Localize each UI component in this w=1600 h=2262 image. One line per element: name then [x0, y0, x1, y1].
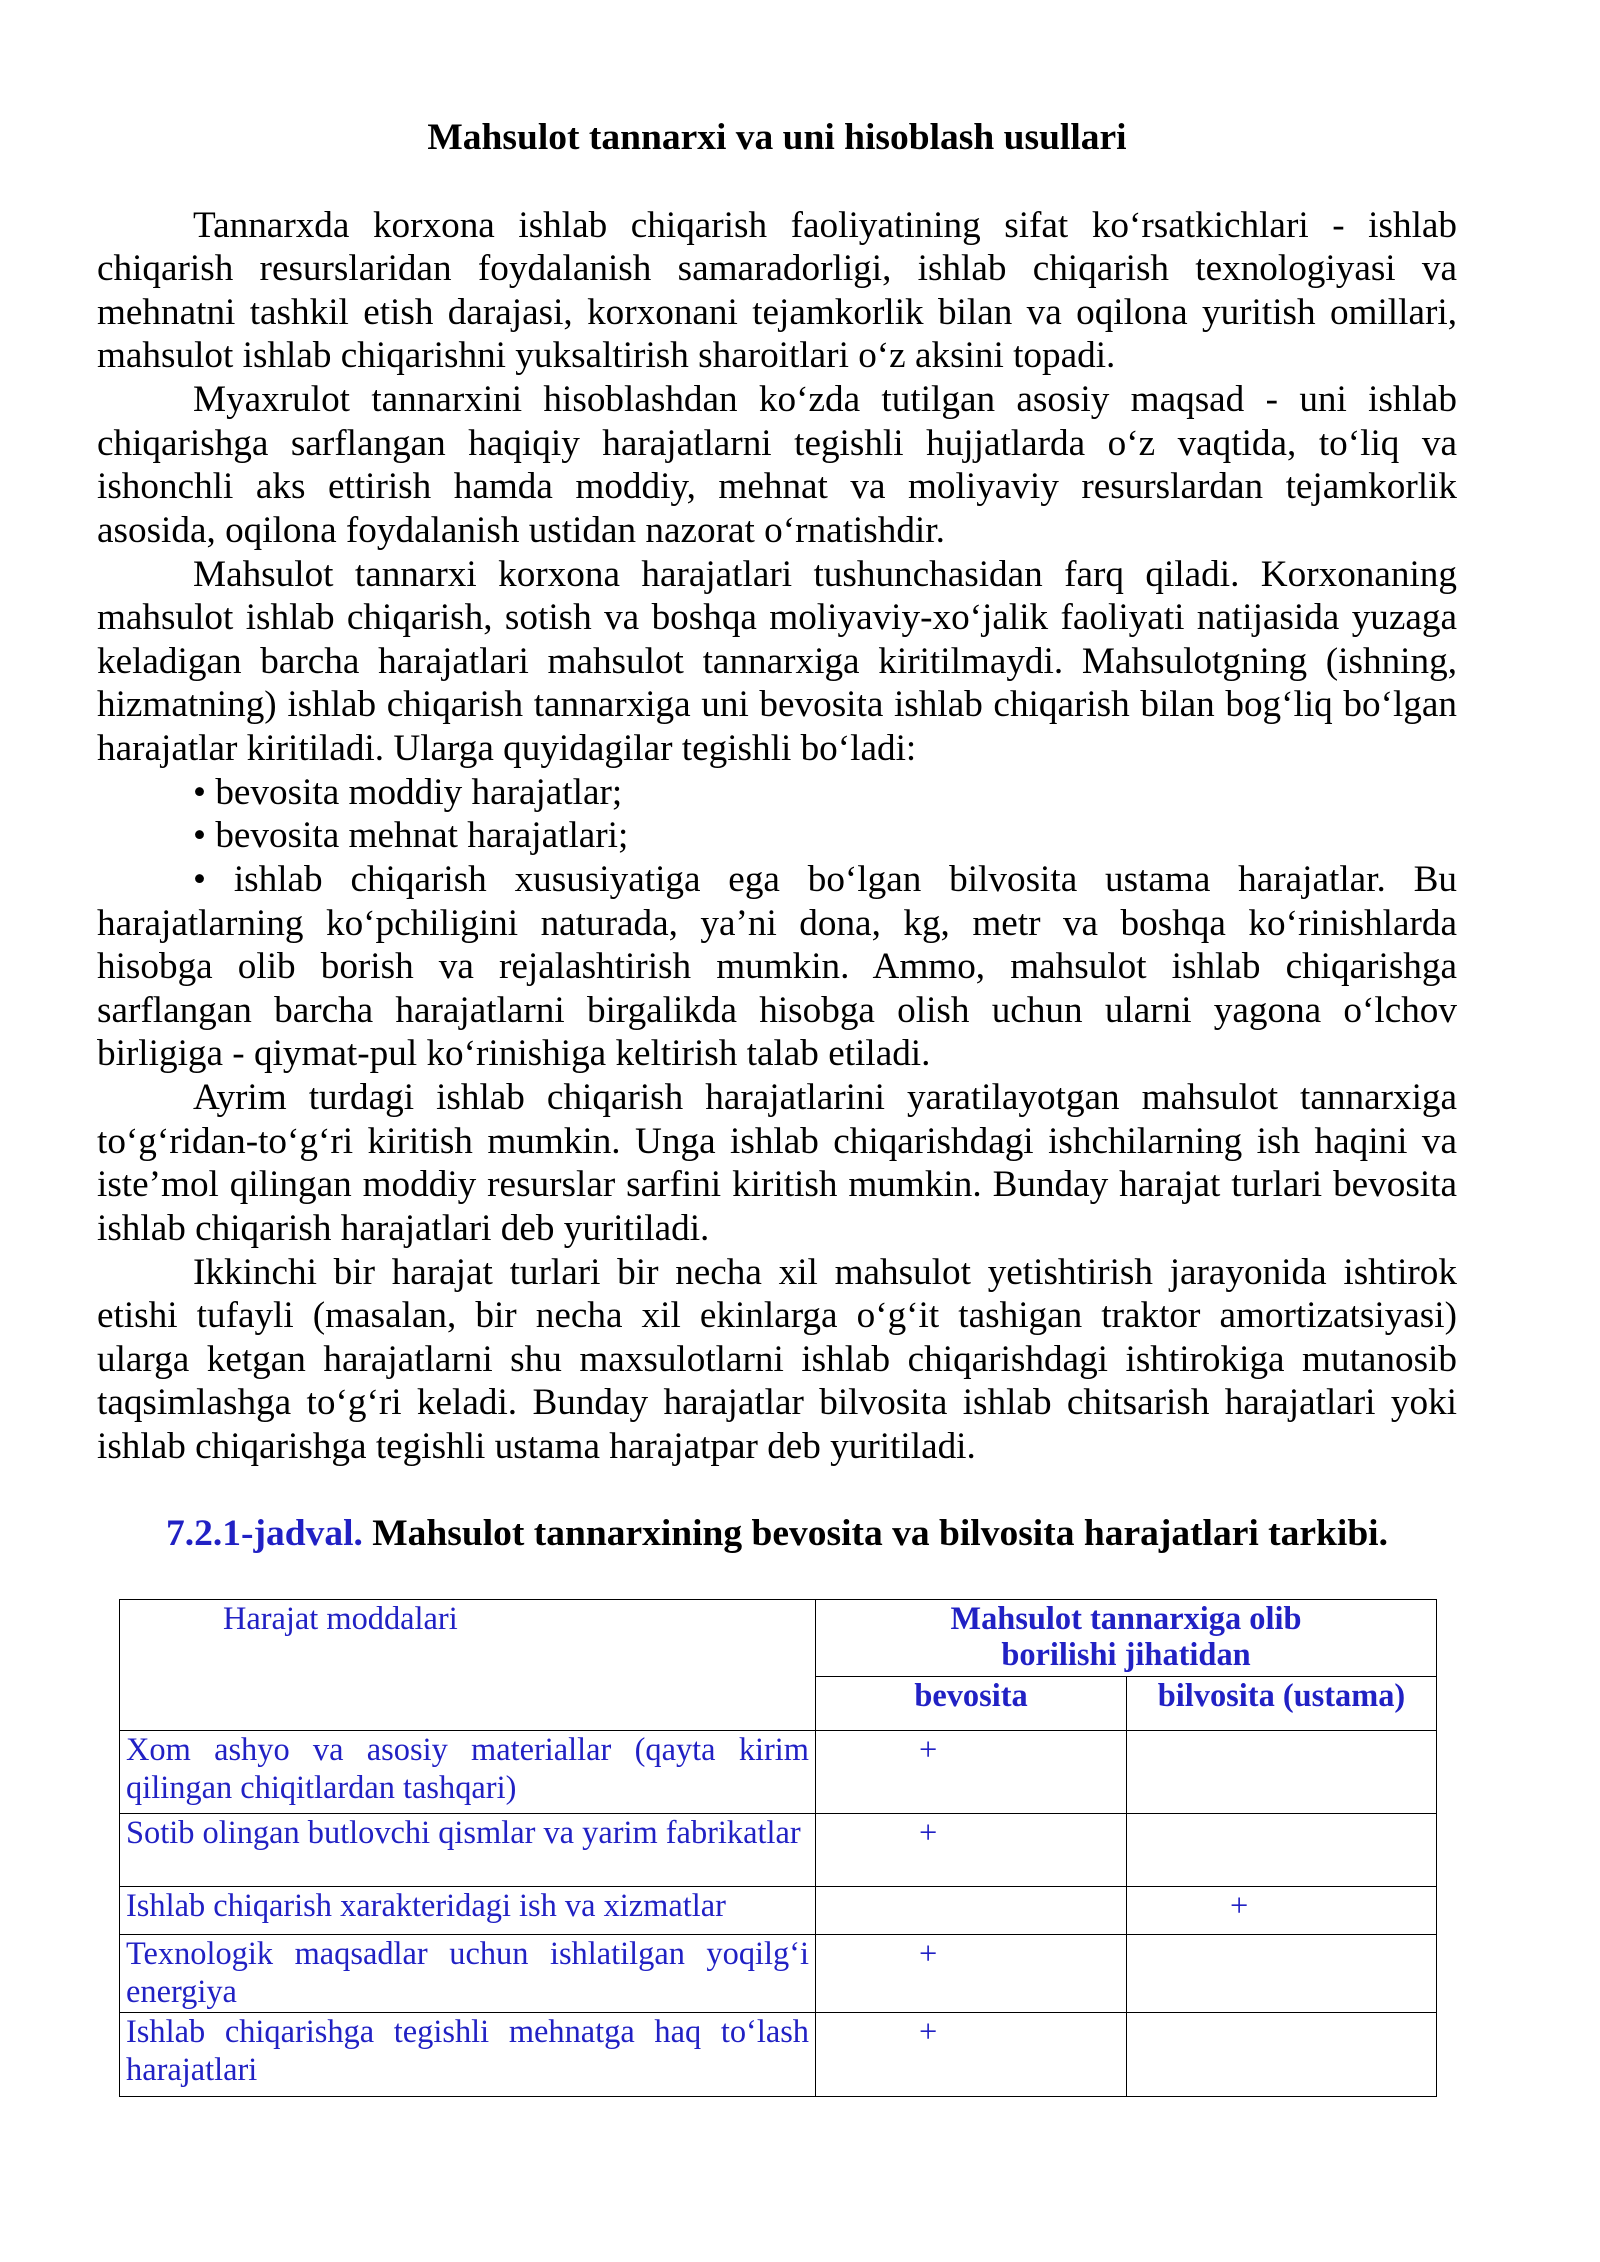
document-body	[97, 204, 1457, 1469]
text-line: asosida, oqilona foydalanish ustidan nazorat o‘rnatishdir.	[97, 509, 945, 551]
text-line: ularga ketgan harajatlarni shu maxsulotlarni ishlab chiqarishdagi ishtirokiga mutanosib	[97, 1338, 1457, 1380]
cell-text-line: harajatlari	[126, 2051, 258, 2088]
text-line: • bevosita moddiy harajatlar;	[193, 771, 623, 813]
text-line: etishi tufayli (masalan, bir necha xil ekinlarga o‘g‘it tashigan traktor amortizatsiyasi)	[97, 1295, 1457, 1337]
text-line: birligiga - qiymat-pul ko‘rinishiga keltirish talab etiladi.	[97, 1033, 931, 1075]
table-number-label: 7.2.1-jadval.	[166, 1513, 363, 1554]
cell-text-line: Xom ashyo va asosiy materiallar (qayta kirim	[126, 1732, 809, 1768]
direct-cell: +	[816, 1731, 1127, 1814]
table-row	[120, 2013, 1437, 2097]
indirect-cell	[1127, 1935, 1437, 2013]
text-line: taqsimlashga to‘g‘ri keladi. Bunday harajatlar bilvosita ishlab chitsarish harajatlari yoki	[97, 1382, 1457, 1424]
text-line: iste’mol qilingan moddiy resurslar sarfini kiritish mumkin. Bunday harajat turlari bevosita	[97, 1164, 1457, 1206]
text-line: to‘g‘ridan-to‘g‘ri kiritish mumkin. Unga ishlab chiqarishdagi ishchilarning ish haqini va	[97, 1120, 1457, 1162]
table-row	[120, 1814, 1437, 1887]
text-line: mahsulot ishlab chiqarish, sotish va boshqa moliyaviy-xo‘jalik faoliyati natijasida yuzaga	[97, 597, 1457, 639]
text-line: chiqarishga sarflangan haqiqiy harajatlarni tegishli hujjatlarda o‘z vaqtida, to‘liq va	[97, 422, 1457, 464]
bullet-item	[97, 771, 1457, 815]
text-line: ishlab chiqarish harajatlari deb yuritiladi.	[97, 1207, 710, 1249]
text-line: harajatlar kiritiladi. Ularga quyidagilar tegishli bo‘ladi:	[97, 728, 917, 770]
text-line: mahsulot ishlab chiqarishni yuksaltirish sharoitlari o‘z aksini topadi.	[97, 335, 1116, 377]
paragraph	[97, 204, 1457, 379]
text-line: Ayrim turdagi ishlab chiqarish harajatlarini yaratilayotgan mahsulot tannarxiga	[193, 1077, 1457, 1119]
text-line: keladigan barcha harajatlari mahsulot tannarxiga kiritilmaydi. Mahsulotgning (ishning,	[97, 640, 1457, 682]
column-header-direct: bevosita	[816, 1677, 1127, 1731]
page-title: Mahsulot tannarxi va uni hisoblash usullari	[427, 117, 1127, 158]
table-caption-text: Mahsulot tannarxining bevosita va bilvosita harajatlari tarkibi.	[372, 1513, 1388, 1554]
item-cell	[120, 2013, 816, 2097]
direct-cell: +	[816, 1814, 1127, 1887]
text-line: • ishlab chiqarish xususiyatiga ega bo‘lgan bilvosita ustama harajatlar. Bu	[193, 858, 1457, 900]
table-row	[120, 1731, 1437, 1814]
indirect-cell	[1127, 1731, 1437, 1814]
column-header-cost-items: Harajat moddalari	[120, 1600, 816, 1731]
paragraph	[97, 553, 1457, 771]
table-row	[120, 1935, 1437, 2013]
text-line: chiqarish resurslaridan foydalanish samaradorligi, ishlab chiqarish texnologiyasi va	[97, 248, 1457, 290]
column-group-header	[816, 1600, 1437, 1677]
item-cell	[120, 1887, 816, 1935]
text-line: hizmatning) ishlab chiqarish tannarxiga uni bevosita ishlab chiqarish bilan bog‘liq bo‘lgan	[97, 684, 1457, 726]
table-header-row	[120, 1600, 1437, 1677]
text-line: Tannarxda korxona ishlab chiqarish faoliyatining sifat ko‘rsatkichlari - ishlab	[193, 204, 1457, 246]
bullet-item	[97, 858, 1457, 1076]
text-line: ishlab chiqarishga tegishli ustama harajatpar deb yuritiladi.	[97, 1426, 976, 1468]
column-header-indirect: bilvosita (ustama)	[1127, 1677, 1437, 1731]
cell-text-line: qilingan chiqitlardan tashqari)	[126, 1769, 517, 1806]
table-caption	[97, 1512, 1457, 1556]
column-group-header-line: borilishi jihatidan	[1001, 1637, 1251, 1674]
direct-cell	[816, 1887, 1127, 1935]
column-group-header-line: Mahsulot tannarxiga olib	[950, 1601, 1302, 1637]
text-line: ishonchli aks ettirish hamda moddiy, mehnat va moliyaviy resurslardan tejamkorlik	[97, 466, 1457, 508]
text-line: • bevosita mehnat harajatlari;	[193, 815, 629, 857]
cell-text-line: Ishlab chiqarish xarakteridagi ish va xizmatlar	[126, 1888, 726, 1924]
cell-text-line: Texnologik maqsadlar uchun ishlatilgan yoqilg‘i	[126, 1936, 809, 1972]
item-cell	[120, 1814, 816, 1887]
cost-items-table	[119, 1599, 1437, 2097]
text-line: Mahsulot tannarxi korxona harajatlari tushunchasidan farq qiladi. Korxonaning	[193, 553, 1457, 595]
cell-text-line: energiya	[126, 1973, 237, 2010]
paragraph	[97, 1076, 1457, 1251]
text-line: mehnatni tashkil etish darajasi, korxonani tejamkorlik bilan va oqilona yuritish omillari,	[97, 291, 1457, 333]
item-cell	[120, 1935, 816, 2013]
indirect-cell	[1127, 1814, 1437, 1887]
direct-cell: +	[816, 2013, 1127, 2097]
text-line: harajatlarning ko‘pchiligini naturada, ya’ni dona, kg, metr va boshqa ko‘rinishlarda	[97, 902, 1457, 944]
cell-text-line: Ishlab chiqarishga tegishli mehnatga haq to‘lash	[126, 2014, 809, 2050]
cell-text-line: Sotib olingan butlovchi qismlar va yarim fabrikatlar	[126, 1815, 801, 1851]
text-line: Ikkinchi bir harajat turlari bir necha xil mahsulot yetishtirish jarayonida ishtirok	[193, 1251, 1457, 1293]
text-line: sarflangan barcha harajatlarni birgalikda hisobga olish uchun ularni yagona o‘lchov	[97, 989, 1457, 1031]
indirect-cell: +	[1127, 1887, 1437, 1935]
direct-cell: +	[816, 1935, 1127, 2013]
text-line: hisobga olib borish va rejalashtirish mumkin. Ammo, mahsulot ishlab chiqarishga	[97, 946, 1457, 988]
text-line: Myaxrulot tannarxini hisoblashdan ko‘zda tutilgan asosiy maqsad - uni ishlab	[193, 379, 1457, 421]
item-cell	[120, 1731, 816, 1814]
paragraph	[97, 378, 1457, 553]
indirect-cell	[1127, 2013, 1437, 2097]
table-row	[120, 1887, 1437, 1935]
paragraph	[97, 1251, 1457, 1469]
bullet-item	[97, 814, 1457, 858]
